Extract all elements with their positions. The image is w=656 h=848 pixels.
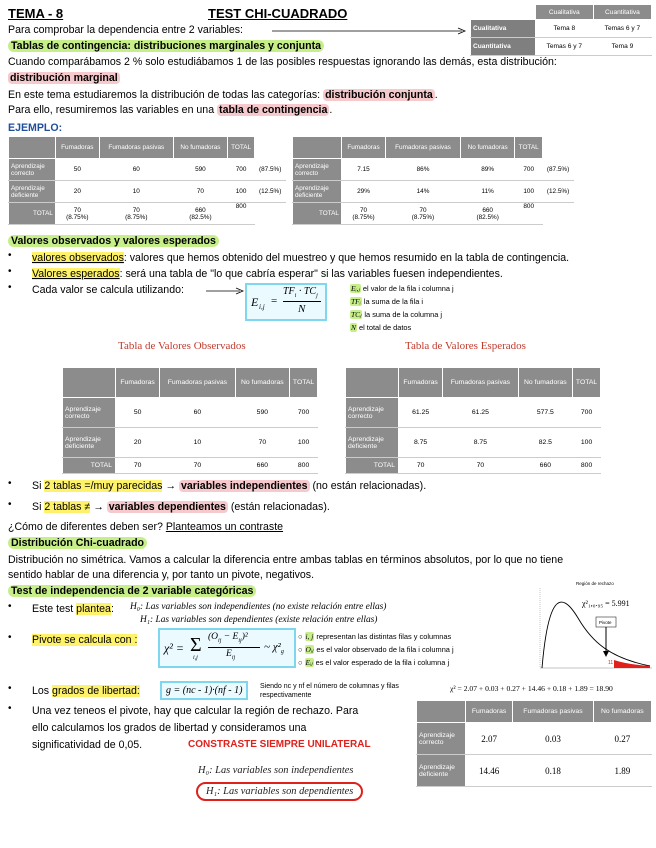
table-cell: 10 <box>160 428 235 458</box>
bullet-icon: • <box>8 703 12 714</box>
bullet-icon: • <box>8 282 12 293</box>
intro-text: Para comprobar la dependencia entre 2 variables: <box>8 24 243 36</box>
degrees-of-freedom-formula: g = (nc - 1)·(nf - 1) <box>160 681 248 700</box>
pivote-legend <box>298 630 454 669</box>
formula-text: $(O_{ij} - E_{ij})^2$ <box>208 632 248 644</box>
null-hypothesis: H₀: Las variables son independientes (no existe relación entre ellas) <box>130 602 387 612</box>
fraction-bar <box>283 301 321 302</box>
bullet-text: : valores que hemos obtenido del muestreo y que hemos resumido en la tabla de contingencia. <box>123 252 570 264</box>
degrees-note: Siendo nc y nf el número de columnas y filas respectivamente <box>260 683 399 699</box>
alt-hypothesis: H₁: Las variables son dependientes (existe relación entre ellas) <box>140 615 378 625</box>
table-cell: 60 <box>160 398 235 428</box>
observed-bullet-1 <box>32 252 569 265</box>
p2-text: En este tema estudiaremos la distribución de todas las categorías: <box>8 89 321 101</box>
table-cell: 2.07 <box>466 723 513 755</box>
table-cell: 800 <box>573 458 601 474</box>
chart-title: Región de rechazo <box>576 581 614 586</box>
table-cell: 70 <box>399 458 443 474</box>
observed-bullet-3: Cada valor se calcula utilizando: <box>32 284 184 296</box>
table-cell: 660 <box>518 458 573 474</box>
chi-curve <box>542 602 650 668</box>
example-label: EJEMPLO: <box>8 122 63 134</box>
table-cell: 7.15 <box>342 159 386 181</box>
legend-item: TCⱼ la suma de la columna j <box>351 310 443 319</box>
table-cell: 700 <box>573 398 601 428</box>
contribution-table <box>416 700 652 787</box>
table-cell: 577.5 <box>518 398 573 428</box>
bullet-icon: • <box>8 601 12 612</box>
pivote-value: 11 <box>608 660 614 666</box>
arrow-head <box>603 651 609 657</box>
heading-text: Distribución Chi-cuadrado <box>8 537 147 549</box>
bullet-icon: • <box>8 499 12 510</box>
col-header: TOTAL <box>573 368 601 398</box>
row-header: Aprendizaje correcto <box>9 159 56 181</box>
pivote-label: Pivote se calcula con : <box>32 634 138 646</box>
legend-item: Eᵢ,ⱼ el valor de la fila i columna j <box>351 284 454 293</box>
table-cell: 8.75 <box>443 428 518 458</box>
row-header: Aprendizaje correcto <box>417 723 466 755</box>
table-cell: 700 <box>227 159 255 181</box>
col-header: Fumadoras <box>466 701 513 723</box>
col-header: Fumadoras <box>56 137 100 159</box>
table-cell: 61.25 <box>399 398 443 428</box>
rule-independent: Si 2 tablas =/muy parecidas → variables independientes (no están relacionadas). <box>32 480 427 492</box>
row-header: Aprendizaje deficiente <box>346 428 399 458</box>
observed-bullet-2 <box>32 268 503 281</box>
p3-text: Para ello, resumiremos las variables en una <box>8 104 215 116</box>
bullet-icon: • <box>8 632 12 643</box>
observed-values-table <box>62 367 318 474</box>
table-cell: 70 (8.75%) <box>99 203 173 225</box>
contingency-paragraph-1: Cuando comparábamos 2 % solo estudiábamos 1 de las posibles respuestas ignorando las demás, esta distribución: <box>8 56 557 68</box>
formula-text: χ² = <box>164 641 184 655</box>
table-cell: 800 <box>227 203 255 225</box>
table-cell: 70 (8.75%) <box>386 203 461 225</box>
example-table-right <box>292 136 574 225</box>
col-header: No fumadoras <box>518 368 573 398</box>
row-header: Aprendizaje correcto <box>346 398 399 428</box>
legend-item: N el total de datos <box>351 323 412 332</box>
table-cell: 14% <box>386 181 461 203</box>
rule-dependent: Si 2 tablas ≠ → variables dependientes (están relacionadas). <box>32 501 330 513</box>
table-cell: 590 <box>235 398 290 428</box>
percent-cell: (87.5%) <box>255 159 286 181</box>
col-header: No fumadoras <box>173 137 227 159</box>
table-cell: 8.75 <box>399 428 443 458</box>
topic-label: TEMA - 8 <box>8 6 64 21</box>
row-header: Aprendizaje correcto <box>293 159 342 181</box>
rejection-paragraph-1: Una vez teneos el pivote, hay que calcular la región de rechazo. Para <box>32 705 359 717</box>
table-cell: 100 <box>573 428 601 458</box>
unilateral-note: CONSTRASTE SIEMPRE UNILATERAL <box>188 739 371 750</box>
table-cell: 700 <box>290 398 318 428</box>
col-header: Fumadoras pasivas <box>99 137 173 159</box>
bullet-text: : será una tabla de "lo que cabría esperar" si las variables fuesen independientes. <box>119 268 503 280</box>
fraction-bar <box>208 647 260 648</box>
page-title: TEST CHI-CUADRADO <box>208 6 348 21</box>
table-cell: 800 <box>515 203 543 225</box>
table-cell: 60 <box>99 159 173 181</box>
table-cell: 82.5 <box>518 428 573 458</box>
col-header: Fumadoras pasivas <box>443 368 518 398</box>
table-cell: 70 <box>160 458 235 474</box>
section-heading-observed <box>8 235 219 248</box>
table-cell: 590 <box>173 159 227 181</box>
col-header: Fumadoras pasivas <box>160 368 235 398</box>
table-cell: 100 <box>290 428 318 458</box>
table-cell: 86% <box>386 159 461 181</box>
chi-square-formula <box>158 628 296 668</box>
table-cell: 70 (8.75%) <box>56 203 100 225</box>
row-header: Aprendizaje deficiente <box>9 181 56 203</box>
heading-text: Test de independencia de 2 variable categóricas <box>8 585 256 597</box>
row-header: TOTAL <box>293 203 342 225</box>
chi-paragraph-2: sentido hablar de una diferencia y, por tanto un pivote, negativos. <box>8 569 315 581</box>
table-cell: Temas 6 y 7 <box>535 38 593 56</box>
sigma-icon: Σ <box>190 634 202 656</box>
col-header: TOTAL <box>227 137 255 159</box>
legend-item: TFᵢ la suma de la fila i <box>351 297 424 306</box>
bullet-icon: • <box>8 478 12 489</box>
row-header: Aprendizaje deficiente <box>417 755 466 787</box>
section-heading-test <box>8 585 256 598</box>
expected-table-title: Tabla de Valores Esperados <box>405 340 526 352</box>
table-cell: 660 (82.5%) <box>460 203 514 225</box>
table-cell: 0.18 <box>513 755 593 787</box>
table-cell: 11% <box>460 181 514 203</box>
heading-text: Valores observados y valores esperados <box>8 235 219 247</box>
equals-sign: = <box>271 295 278 307</box>
observed-table-title: Tabla de Valores Observados <box>118 340 246 352</box>
formula-legend <box>350 282 454 334</box>
col-header: Fumadoras pasivas <box>513 701 593 723</box>
table-cell: 70 <box>443 458 518 474</box>
table-cell: 70 <box>173 181 227 203</box>
table-cell: 10 <box>99 181 173 203</box>
term-text: tabla de contingencia <box>219 104 328 116</box>
col-header: No fumadoras <box>460 137 514 159</box>
expected-values-table <box>345 367 601 474</box>
rejection-region-chart <box>530 578 654 674</box>
chi-paragraph-1: Distribución no simétrica. Vamos a calcular la diferencia entre ambas tablas en términos absolutos, por lo que no tiene <box>8 554 564 566</box>
table-cell: 14.46 <box>466 755 513 787</box>
table-cell: 70 (8.75%) <box>342 203 386 225</box>
marginal-term <box>8 72 120 85</box>
formula-text: $E_{ij}$ <box>226 649 236 661</box>
row-header: TOTAL <box>9 203 56 225</box>
col-header: Cuantitativa <box>593 5 651 20</box>
col-header: TOTAL <box>290 368 318 398</box>
section-heading-chi <box>8 537 147 550</box>
pivote-chart-label: Pivote <box>599 620 612 625</box>
row-header: Aprendizaje correcto <box>63 398 116 428</box>
test-plantea: Este test plantea: <box>32 603 114 615</box>
legend-item: ○ i, j representan las distintas filas y columnas <box>298 632 452 641</box>
bullet-icon: • <box>8 250 12 261</box>
table-cell: 660 <box>235 458 290 474</box>
table-cell: 100 <box>227 181 255 203</box>
table-cell: 1.89 <box>593 755 651 787</box>
row-header: Cualitativa <box>471 20 536 38</box>
term-text: Valores esperados <box>32 268 120 280</box>
contrast-question: ¿Cómo de diferentes deben ser? Planteamos un contraste <box>8 521 284 533</box>
degrees-of-freedom-label: Los grados de libertad: <box>32 685 140 697</box>
table-cell: 29% <box>342 181 386 203</box>
table-cell: 100 <box>515 181 543 203</box>
rejection-paragraph-2: ello calculamos los grados de libertad y consideramos una <box>32 722 307 734</box>
col-header: Fumadoras <box>399 368 443 398</box>
table-cell: Tema 9 <box>593 38 651 56</box>
table-cell: Tema 8 <box>535 20 593 38</box>
formula-subscript: i,j <box>259 303 265 311</box>
section-heading-contingency <box>8 40 324 53</box>
col-header: Fumadoras <box>342 137 386 159</box>
table-cell: Temas 6 y 7 <box>593 20 651 38</box>
formula-text: ~ $\chi^2_g$ <box>264 641 284 656</box>
col-header: Fumadoras pasivas <box>386 137 461 159</box>
formula-lhs: E <box>251 295 259 309</box>
term-text: valores observados <box>32 252 124 264</box>
heading-text: Tablas de contingencia: distribuciones marginales y conjunta <box>8 40 324 52</box>
table-cell: 0.03 <box>513 723 593 755</box>
variable-type-table <box>470 4 652 56</box>
arrow-right-icon <box>206 286 246 296</box>
col-header: Fumadoras <box>116 368 160 398</box>
formula-denominator: N <box>298 303 306 315</box>
table-cell: 50 <box>116 398 160 428</box>
legend-item: ○ Eᵢⱼ es el valor esperado de la fila i columna j <box>298 658 450 667</box>
table-cell: 70 <box>116 458 160 474</box>
table-cell: 800 <box>290 458 318 474</box>
table-cell: 20 <box>56 181 100 203</box>
table-cell: 700 <box>515 159 543 181</box>
formula-text: i,j <box>193 655 198 661</box>
expected-value-formula <box>245 283 327 321</box>
bullet-icon: • <box>8 683 12 694</box>
row-header: Aprendizaje deficiente <box>293 181 342 203</box>
example-table-left <box>8 136 286 225</box>
contingency-paragraph-2: En este tema estudiaremos la distribución de todas las categorías: distribución conjunta . <box>8 89 438 101</box>
table-cell: 70 <box>235 428 290 458</box>
col-header: TOTAL <box>515 137 543 159</box>
col-header: No fumadoras <box>235 368 290 398</box>
col-header: No fumadoras <box>593 701 651 723</box>
table-cell: 660 (82.5%) <box>173 203 227 225</box>
row-header: Cuantitativa <box>471 38 536 56</box>
legend-item: ○ Oᵢⱼ es el valor observado de la fila i columna j <box>298 645 454 654</box>
term-text: distribución conjunta <box>325 89 433 101</box>
critical-value-label: χ²₁,₀.₉₅ = 5.991 <box>582 599 630 608</box>
formula-numerator: $TF_i \cdot TC_j$ <box>283 286 318 299</box>
table-cell: 61.25 <box>443 398 518 428</box>
chi-sum: χ² = 2.07 + 0.03 + 0.27 + 14.46 + 0.18 + 1.89 = 18.90 <box>450 684 613 693</box>
percent-cell: (12.5%) <box>543 181 574 203</box>
percent-cell: (12.5%) <box>255 181 286 203</box>
final-alt-hypothesis: H₁: Las variables son dependientes <box>196 782 363 801</box>
final-null-hypothesis: H₀: Las variables son independientes <box>198 765 354 776</box>
table-cell: 50 <box>56 159 100 181</box>
row-header: Aprendizaje deficiente <box>63 428 116 458</box>
table-cell: 0.27 <box>593 723 651 755</box>
arrow-right-icon <box>272 26 468 36</box>
contingency-paragraph-3: Para ello, resumiremos las variables en una tabla de contingencia . <box>8 104 333 116</box>
table-cell: 20 <box>116 428 160 458</box>
col-header: Cualitativa <box>535 5 593 20</box>
rejection-paragraph-3: significatividad de 0,05. <box>32 739 143 751</box>
row-header: TOTAL <box>346 458 399 474</box>
row-header: TOTAL <box>63 458 116 474</box>
term-text: distribución marginal <box>10 72 118 84</box>
table-cell: 89% <box>460 159 514 181</box>
bullet-icon: • <box>8 266 12 277</box>
percent-cell: (87.5%) <box>543 159 574 181</box>
